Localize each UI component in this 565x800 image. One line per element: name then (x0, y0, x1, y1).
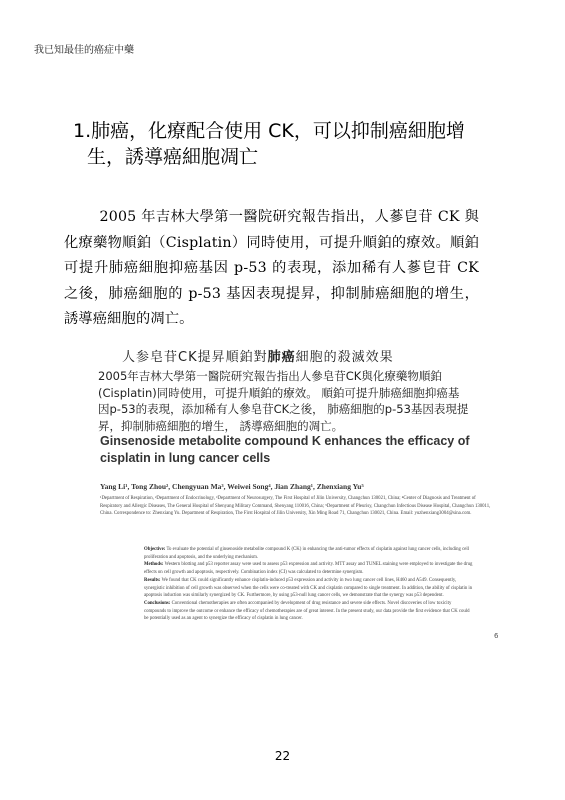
slide-title-prefix: 人参皂苷CK提昇順鉑對 (122, 350, 268, 365)
paper-abstract (144, 546, 474, 623)
abstract-methods: Methods: Western blotting and p53 reporter assay were used to assess p53 expression and activity. MTT assay and TUNEL staining were employed to investigate the drug effects on cell growth and apoptosis, respectively. Combination index (CI) was calculated to determine synergism. (144, 562, 473, 576)
section-heading-line-1: 1.肺癌，化療配合使用 CK，可以抑制癌細胞增 (73, 120, 465, 142)
running-header: 我已知最佳的癌症中藥 (34, 45, 134, 56)
paper-title: Ginsenoside metabolite compound K enhances the efficacy of cisplatin in lung cancer cells (100, 434, 470, 465)
abstract-results: Results: We found that CK could significantly enhance cisplatin-induced p53 expression and activity in two lung cancer cell lines, H460 and A549. Consequently, synergistic inhibition of cell growth was observed when the cells were co-treated with CK and cisplatin compared to single treatment. In addition, the ability of cisplatin in apoptosis induction was similarly synergized by CK. Furthermore, by using p53-null lung cancer cells, we demonstrate that the synergy was p53 dependent. (144, 577, 473, 599)
slide-title-emphasis: 肺癌 (267, 350, 296, 365)
slide-title (122, 346, 394, 365)
slide-summary: 2005年吉林大學第一醫院研究報告指出人參皂苷CK與化療藥物順鉑(Cisplatin)同時使用，可提升順鉑的療效。 順鉑可提升肺癌細胞抑癌基因p-53的表現，添加稀有人參皂苷CK之後， 肺癌細胞的p-53基因表現提昇，抑制肺癌細胞的增生， 誘導癌細胞的凋亡。 (98, 369, 469, 433)
section-heading (73, 118, 493, 170)
paper-authors: Yang Li¹, Tong Zhou², Chengyuan Ma³, Weiwei Song⁴, Jian Zhang¹, Zhenxiang Yu⁵ (100, 482, 364, 491)
slide-title-suffix: 細胞的殺滅效果 (295, 350, 394, 365)
section-heading-line-2: 生，誘導癌細胞凋亡 (87, 146, 259, 168)
body-paragraph: 2005 年吉林大學第一醫院研究報告指出，人蔘皀苷 CK 與化療藥物順鉑（Cisplatin）同時使用，可提升順鉑的療效。順鉑可提升肺癌細胞抑癌基因 p-53 的表現，添加稀有人蔘皀苷 CK 之後，肺癌細胞的 p-53 基因表現提昇，抑制肺癌細胞的增生，誘導癌細胞的凋亡。 (64, 209, 479, 327)
abstract-objective: Objective: To evaluate the potential of ginsenoside metabolite compound K (CK) in enhancing the anti-tumor effects of cisplatin against lung cancer cells, including cell proliferation and apoptosis, and the underlying mechanism. (144, 547, 470, 560)
page-number: 22 (274, 749, 291, 763)
slide-number: 6 (494, 632, 499, 640)
paper-affiliations: ¹Department of Respiration, ²Department of Endocrinology, ³Department of Neurosurgery, The First Hospital of Jilin University, Changchun 130021, China; ⁴Center of Diagnosis and Treatment of Respiratory and Allergic Diseases, The General Hospital of Shenyang Military Command, Shenyang 110016, China; ⁵Department of Pleurisy, Changchun Infectious Disease Hospital, Changchun 130011, China. Correspondence to: Zhenxiang Yu. Department of Respiration, The First Hospital of Jilin University, Xin Ming Road 71, Changchun 130021, China. Email: yuzhenxiang3004@sina.com. (100, 496, 491, 517)
abstract-conclusions: Conclusions: Conventional chemotherapies are often accompanied by development of drug resistance and severe side effects. Novel discoveries of low toxicity compounds to improve the outcome or enhance the efficacy of chemotherapies are of great interest. In the present study, our data provide the first evidence that CK could be potentially used as an agent to synergize the efficacy of cisplatin in lung cancer. (144, 600, 470, 622)
